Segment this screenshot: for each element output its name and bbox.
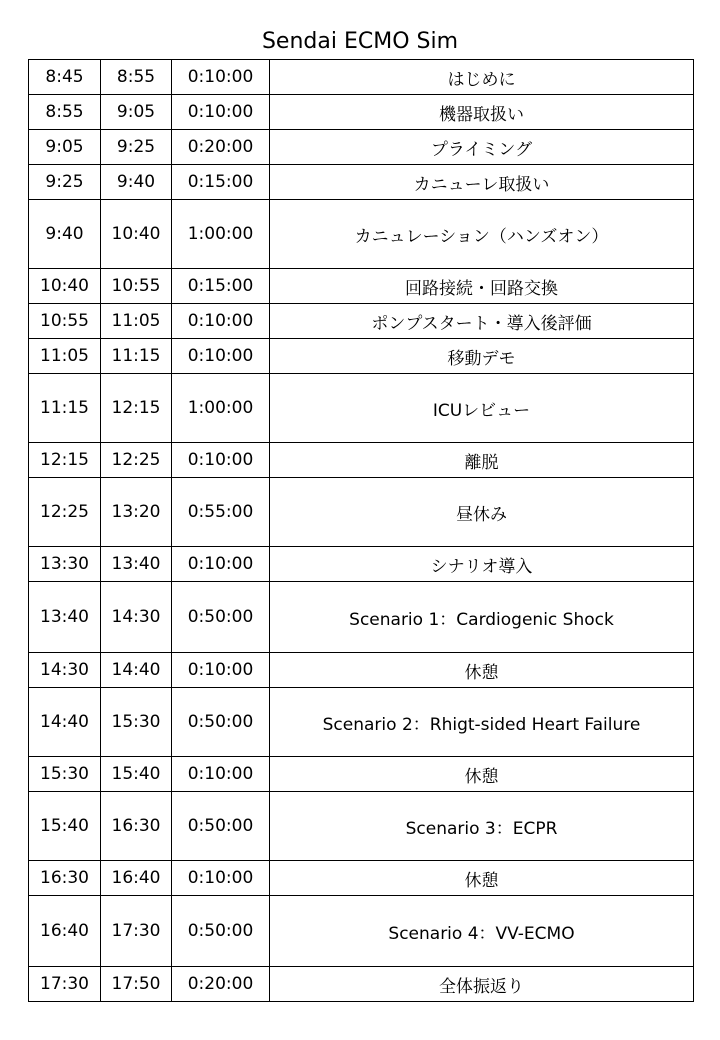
start-time-cell: 11:05	[29, 339, 101, 374]
activity-cell: 回路接続・回路交換	[270, 269, 694, 304]
start-time-cell: 12:15	[29, 443, 101, 478]
duration-cell: 0:10:00	[172, 60, 270, 95]
activity-cell: 移動デモ	[270, 339, 694, 374]
start-time-cell: 15:30	[29, 757, 101, 792]
activity-cell: Scenario 4：VV-ECMO	[270, 896, 694, 967]
duration-cell: 0:15:00	[172, 269, 270, 304]
end-time-cell: 12:25	[101, 443, 172, 478]
duration-cell: 0:10:00	[172, 304, 270, 339]
table-row	[29, 653, 694, 688]
activity-cell: 休憩	[270, 861, 694, 896]
start-time-cell: 8:55	[29, 95, 101, 130]
activity-cell: プライミング	[270, 130, 694, 165]
duration-cell: 0:20:00	[172, 130, 270, 165]
table-row	[29, 339, 694, 374]
activity-cell: 全体振返り	[270, 967, 694, 1002]
activity-cell: 昼休み	[270, 478, 694, 547]
activity-cell: ポンプスタート・導入後評価	[270, 304, 694, 339]
table-row	[29, 757, 694, 792]
table-row	[29, 130, 694, 165]
start-time-cell: 13:40	[29, 582, 101, 653]
end-time-cell: 13:40	[101, 547, 172, 582]
end-time-cell: 9:25	[101, 130, 172, 165]
duration-cell: 0:10:00	[172, 443, 270, 478]
start-time-cell: 13:30	[29, 547, 101, 582]
duration-cell: 0:50:00	[172, 896, 270, 967]
table-row	[29, 688, 694, 757]
end-time-cell: 8:55	[101, 60, 172, 95]
activity-cell: 休憩	[270, 653, 694, 688]
end-time-cell: 15:30	[101, 688, 172, 757]
table-row	[29, 582, 694, 653]
activity-cell: はじめに	[270, 60, 694, 95]
start-time-cell: 10:40	[29, 269, 101, 304]
end-time-cell: 9:05	[101, 95, 172, 130]
start-time-cell: 14:30	[29, 653, 101, 688]
start-time-cell: 10:55	[29, 304, 101, 339]
duration-cell: 0:50:00	[172, 792, 270, 861]
activity-cell: 休憩	[270, 757, 694, 792]
activity-cell: 離脱	[270, 443, 694, 478]
start-time-cell: 11:15	[29, 374, 101, 443]
duration-cell: 0:10:00	[172, 757, 270, 792]
page-title: Sendai ECMO Sim	[261, 29, 459, 54]
table-row	[29, 269, 694, 304]
table-row	[29, 165, 694, 200]
table-row	[29, 861, 694, 896]
duration-cell: 1:00:00	[172, 374, 270, 443]
duration-cell: 0:10:00	[172, 547, 270, 582]
end-time-cell: 13:20	[101, 478, 172, 547]
duration-cell: 0:15:00	[172, 165, 270, 200]
activity-cell: Scenario 2：Rhigt-sided Heart Failure	[270, 688, 694, 757]
table-row	[29, 60, 694, 95]
end-time-cell: 12:15	[101, 374, 172, 443]
schedule-body	[29, 60, 694, 1002]
end-time-cell: 11:15	[101, 339, 172, 374]
table-row	[29, 967, 694, 1002]
end-time-cell: 14:40	[101, 653, 172, 688]
table-row	[29, 547, 694, 582]
end-time-cell: 16:30	[101, 792, 172, 861]
activity-cell: 機器取扱い	[270, 95, 694, 130]
duration-cell: 0:10:00	[172, 861, 270, 896]
duration-cell: 0:50:00	[172, 582, 270, 653]
start-time-cell: 9:25	[29, 165, 101, 200]
start-time-cell: 14:40	[29, 688, 101, 757]
end-time-cell: 10:40	[101, 200, 172, 269]
end-time-cell: 17:50	[101, 967, 172, 1002]
duration-cell: 0:55:00	[172, 478, 270, 547]
schedule-table	[28, 59, 694, 1002]
activity-cell: カニュレーション（ハンズオン）	[270, 200, 694, 269]
end-time-cell: 15:40	[101, 757, 172, 792]
activity-cell: Scenario 3：ECPR	[270, 792, 694, 861]
table-row	[29, 374, 694, 443]
table-row	[29, 304, 694, 339]
start-time-cell: 9:40	[29, 200, 101, 269]
table-row	[29, 792, 694, 861]
table-row	[29, 896, 694, 967]
activity-cell: シナリオ導入	[270, 547, 694, 582]
start-time-cell: 16:40	[29, 896, 101, 967]
activity-cell: ICUレビュー	[270, 374, 694, 443]
end-time-cell: 9:40	[101, 165, 172, 200]
start-time-cell: 17:30	[29, 967, 101, 1002]
end-time-cell: 14:30	[101, 582, 172, 653]
end-time-cell: 10:55	[101, 269, 172, 304]
duration-cell: 0:20:00	[172, 967, 270, 1002]
duration-cell: 0:10:00	[172, 95, 270, 130]
start-time-cell: 9:05	[29, 130, 101, 165]
table-row	[29, 478, 694, 547]
start-time-cell: 16:30	[29, 861, 101, 896]
start-time-cell: 8:45	[29, 60, 101, 95]
duration-cell: 0:50:00	[172, 688, 270, 757]
end-time-cell: 11:05	[101, 304, 172, 339]
duration-cell: 0:10:00	[172, 653, 270, 688]
start-time-cell: 12:25	[29, 478, 101, 547]
duration-cell: 0:10:00	[172, 339, 270, 374]
table-row	[29, 95, 694, 130]
end-time-cell: 17:30	[101, 896, 172, 967]
table-row	[29, 443, 694, 478]
activity-cell: カニューレ取扱い	[270, 165, 694, 200]
end-time-cell: 16:40	[101, 861, 172, 896]
activity-cell: Scenario 1：Cardiogenic Shock	[270, 582, 694, 653]
table-row	[29, 200, 694, 269]
duration-cell: 1:00:00	[172, 200, 270, 269]
start-time-cell: 15:40	[29, 792, 101, 861]
